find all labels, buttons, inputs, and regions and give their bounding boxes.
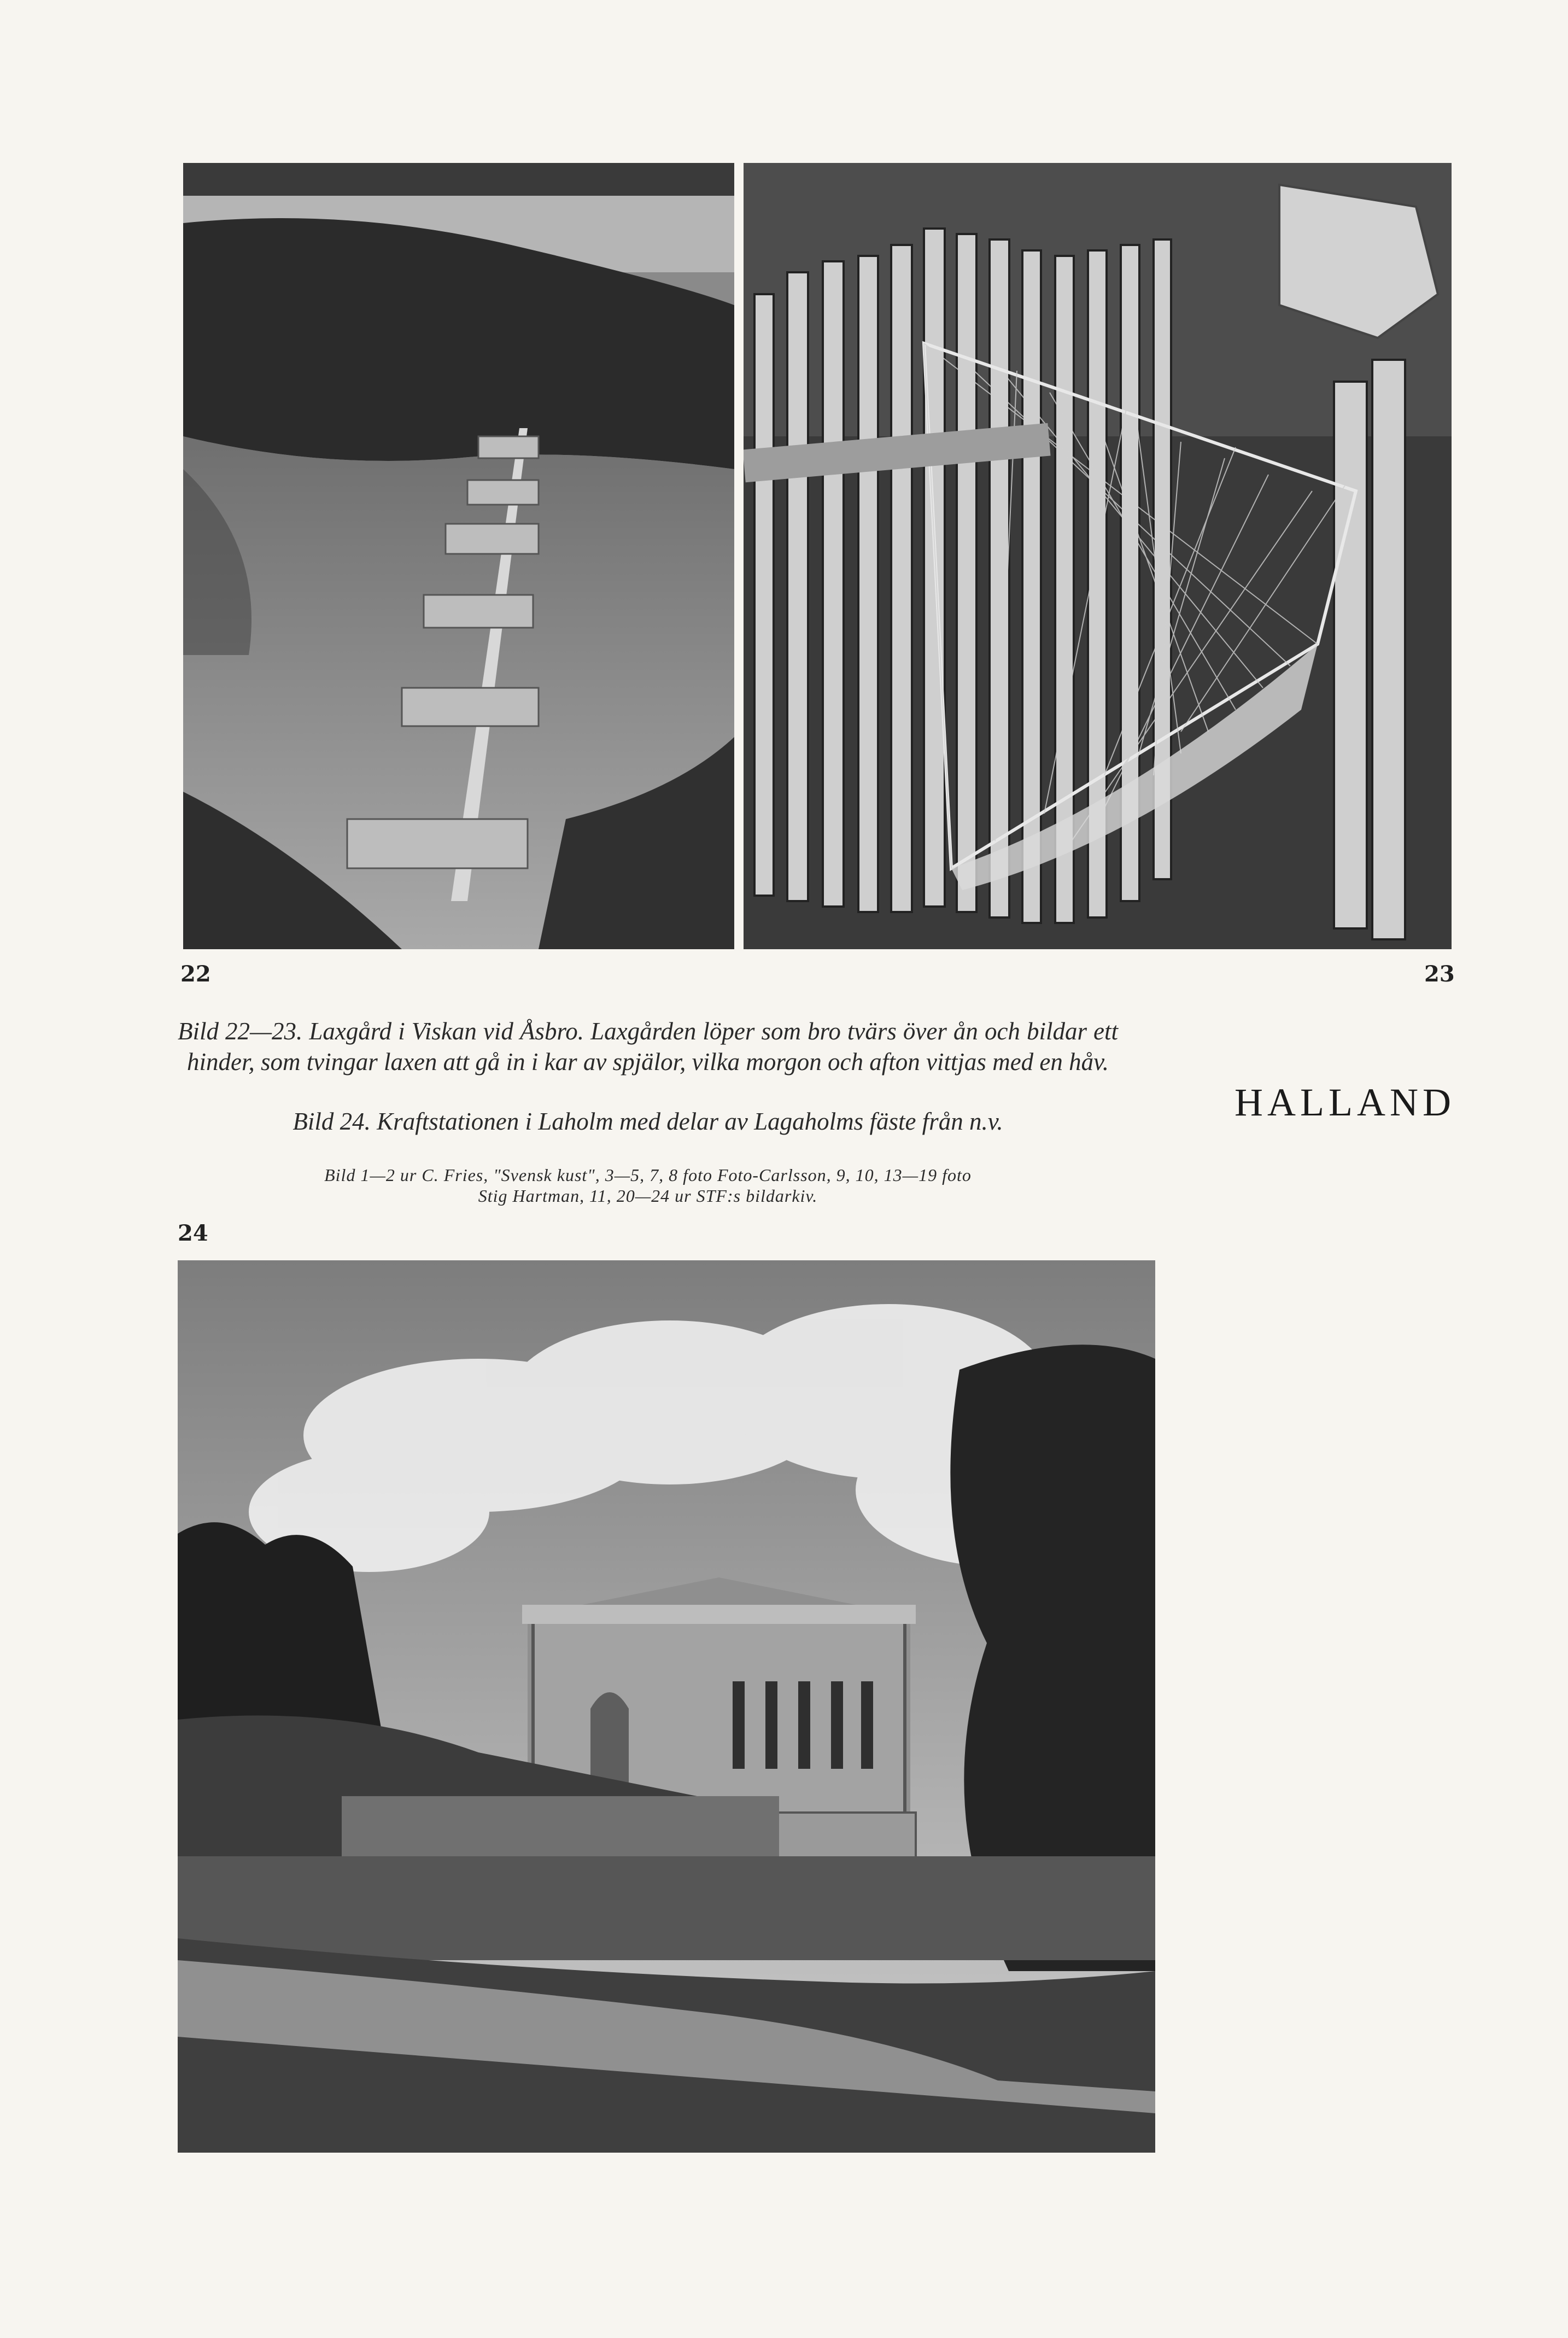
caption-bild-24: Bild 24. Kraftstationen i Laholm med delar av Lagaholms fäste från n.v. bbox=[292, 1108, 1003, 1135]
photo-23-fish-trap bbox=[744, 163, 1452, 949]
photo-number-22: 22 bbox=[180, 961, 211, 987]
photo-number-23: 23 bbox=[1424, 961, 1455, 987]
photo-24-power-station bbox=[178, 1260, 1155, 2153]
photo-credits-line-1: Bild 1—2 ur C. Fries, "Svensk kust", 3—5, 7, 8 foto Foto-Carlsson, 9, 10, 13—19 foto bbox=[324, 1165, 972, 1185]
photo-credits bbox=[178, 1165, 1118, 1206]
section-title: HALLAND bbox=[1234, 1080, 1455, 1124]
photo-number-24: 24 bbox=[178, 1220, 208, 1246]
photo-credits-line-2: Stig Hartman, 11, 20—24 ur STF:s bildarkiv. bbox=[478, 1186, 818, 1206]
caption-bild-22-23: Bild 22—23. Laxgård i Viskan vid Åsbro. Laxgården löper som bro tvärs över ån och bildar ett hinder, som tvingar laxen att gå in i kar av spjälor, vilka morgon och afton vittjas med en håv. bbox=[178, 1018, 1118, 1076]
photo-22-river-weir bbox=[183, 163, 734, 949]
